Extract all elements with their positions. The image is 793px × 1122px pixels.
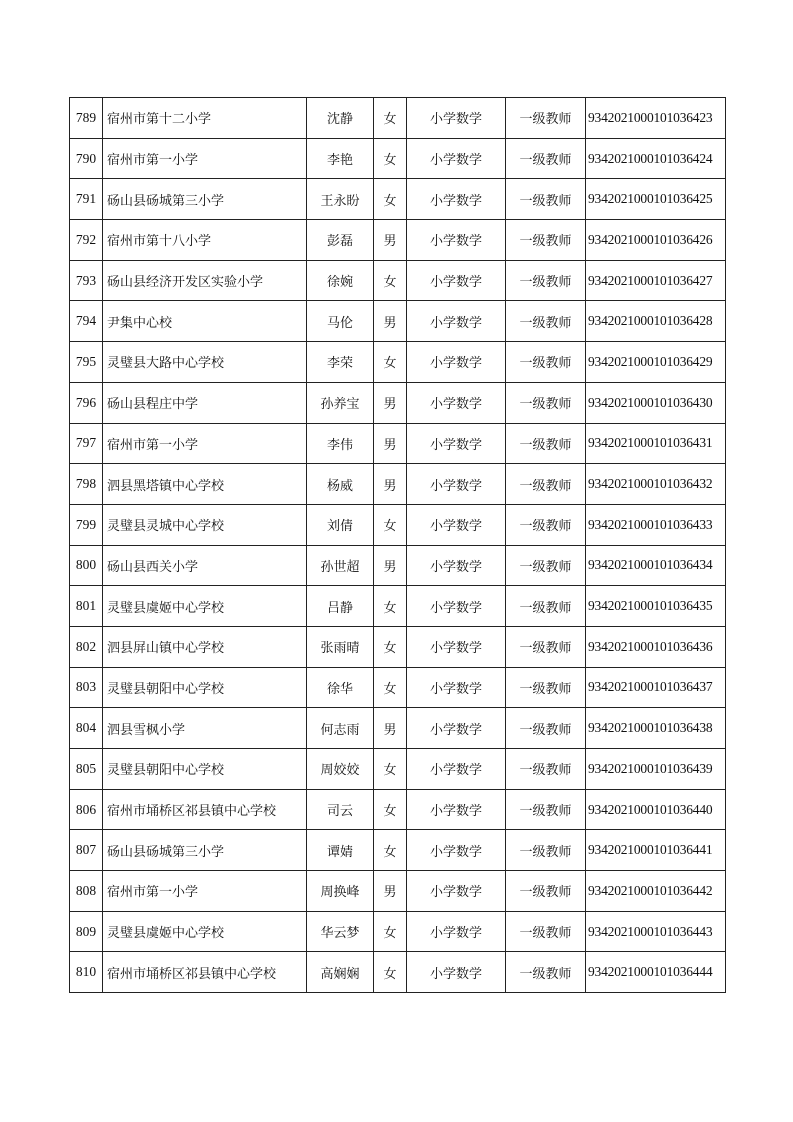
- certificate-id-cell: 9342021000101036425: [586, 179, 726, 220]
- gender-cell: 男: [374, 423, 407, 464]
- subject-cell: 小学数学: [407, 98, 506, 139]
- subject-cell: 小学数学: [407, 789, 506, 830]
- school-name-cell: 尹集中心校: [103, 301, 307, 342]
- school-name-cell: 泗县雪枫小学: [103, 708, 307, 749]
- gender-cell: 女: [374, 830, 407, 871]
- subject-cell: 小学数学: [407, 911, 506, 952]
- teacher-title-cell: 一级教师: [506, 830, 586, 871]
- teacher-title-cell: 一级教师: [506, 911, 586, 952]
- teacher-title-cell: 一级教师: [506, 667, 586, 708]
- gender-cell: 女: [374, 952, 407, 993]
- table-row: [70, 911, 726, 952]
- teacher-title-cell: 一级教师: [506, 260, 586, 301]
- school-name-cell: 灵璧县朝阳中心学校: [103, 749, 307, 790]
- table-row: [70, 871, 726, 912]
- teacher-name-cell: 王永盼: [307, 179, 374, 220]
- gender-cell: 男: [374, 545, 407, 586]
- teacher-name-cell: 杨威: [307, 464, 374, 505]
- certificate-id-cell: 9342021000101036433: [586, 504, 726, 545]
- teacher-name-cell: 马伦: [307, 301, 374, 342]
- table-row: [70, 667, 726, 708]
- school-name-cell: 灵璧县大路中心学校: [103, 342, 307, 383]
- row-number-cell: 808: [70, 871, 103, 912]
- certificate-id-cell: 9342021000101036429: [586, 342, 726, 383]
- row-number-cell: 809: [70, 911, 103, 952]
- school-name-cell: 灵璧县虞姬中心学校: [103, 586, 307, 627]
- row-number-cell: 798: [70, 464, 103, 505]
- table-row: [70, 586, 726, 627]
- gender-cell: 女: [374, 789, 407, 830]
- subject-cell: 小学数学: [407, 830, 506, 871]
- table-row: [70, 830, 726, 871]
- teacher-name-cell: 孙世超: [307, 545, 374, 586]
- row-number-cell: 790: [70, 138, 103, 179]
- school-name-cell: 宿州市第一小学: [103, 871, 307, 912]
- school-name-cell: 砀山县经济开发区实验小学: [103, 260, 307, 301]
- subject-cell: 小学数学: [407, 138, 506, 179]
- row-number-cell: 797: [70, 423, 103, 464]
- gender-cell: 女: [374, 179, 407, 220]
- teacher-name-cell: 孙养宝: [307, 382, 374, 423]
- teacher-name-cell: 李艳: [307, 138, 374, 179]
- table-row: [70, 98, 726, 139]
- school-name-cell: 宿州市埇桥区祁县镇中心学校: [103, 789, 307, 830]
- gender-cell: 女: [374, 667, 407, 708]
- gender-cell: 男: [374, 871, 407, 912]
- certificate-id-cell: 9342021000101036442: [586, 871, 726, 912]
- school-name-cell: 宿州市第一小学: [103, 138, 307, 179]
- table-body: [70, 98, 726, 993]
- school-name-cell: 砀山县砀城第三小学: [103, 830, 307, 871]
- gender-cell: 女: [374, 749, 407, 790]
- teacher-name-cell: 何志雨: [307, 708, 374, 749]
- table-row: [70, 464, 726, 505]
- table-row: [70, 626, 726, 667]
- certificate-id-cell: 9342021000101036435: [586, 586, 726, 627]
- table-row: [70, 301, 726, 342]
- teacher-title-cell: 一级教师: [506, 301, 586, 342]
- subject-cell: 小学数学: [407, 342, 506, 383]
- subject-cell: 小学数学: [407, 423, 506, 464]
- row-number-cell: 795: [70, 342, 103, 383]
- teacher-name-cell: 李伟: [307, 423, 374, 464]
- teacher-title-cell: 一级教师: [506, 504, 586, 545]
- gender-cell: 男: [374, 464, 407, 505]
- certificate-id-cell: 9342021000101036424: [586, 138, 726, 179]
- subject-cell: 小学数学: [407, 220, 506, 261]
- certificate-id-cell: 9342021000101036437: [586, 667, 726, 708]
- subject-cell: 小学数学: [407, 464, 506, 505]
- subject-cell: 小学数学: [407, 301, 506, 342]
- teacher-name-cell: 司云: [307, 789, 374, 830]
- row-number-cell: 804: [70, 708, 103, 749]
- teacher-name-cell: 李荣: [307, 342, 374, 383]
- teacher-list-table: [69, 97, 726, 993]
- school-name-cell: 灵璧县朝阳中心学校: [103, 667, 307, 708]
- row-number-cell: 799: [70, 504, 103, 545]
- teacher-name-cell: 张雨晴: [307, 626, 374, 667]
- teacher-title-cell: 一级教师: [506, 789, 586, 830]
- row-number-cell: 793: [70, 260, 103, 301]
- school-name-cell: 宿州市第一小学: [103, 423, 307, 464]
- gender-cell: 女: [374, 586, 407, 627]
- subject-cell: 小学数学: [407, 179, 506, 220]
- certificate-id-cell: 9342021000101036432: [586, 464, 726, 505]
- school-name-cell: 宿州市埇桥区祁县镇中心学校: [103, 952, 307, 993]
- table-row: [70, 138, 726, 179]
- teacher-name-cell: 周换峰: [307, 871, 374, 912]
- teacher-title-cell: 一级教师: [506, 382, 586, 423]
- teacher-title-cell: 一级教师: [506, 626, 586, 667]
- table-row: [70, 504, 726, 545]
- certificate-id-cell: 9342021000101036430: [586, 382, 726, 423]
- subject-cell: 小学数学: [407, 586, 506, 627]
- gender-cell: 男: [374, 220, 407, 261]
- subject-cell: 小学数学: [407, 667, 506, 708]
- certificate-id-cell: 9342021000101036428: [586, 301, 726, 342]
- certificate-id-cell: 9342021000101036440: [586, 789, 726, 830]
- subject-cell: 小学数学: [407, 382, 506, 423]
- table-row: [70, 260, 726, 301]
- teacher-title-cell: 一级教师: [506, 952, 586, 993]
- school-name-cell: 砀山县程庄中学: [103, 382, 307, 423]
- teacher-title-cell: 一级教师: [506, 220, 586, 261]
- table-row: [70, 220, 726, 261]
- teacher-name-cell: 徐华: [307, 667, 374, 708]
- teacher-title-cell: 一级教师: [506, 749, 586, 790]
- gender-cell: 女: [374, 626, 407, 667]
- teacher-title-cell: 一级教师: [506, 464, 586, 505]
- row-number-cell: 807: [70, 830, 103, 871]
- row-number-cell: 806: [70, 789, 103, 830]
- certificate-id-cell: 9342021000101036443: [586, 911, 726, 952]
- school-name-cell: 灵璧县虞姬中心学校: [103, 911, 307, 952]
- subject-cell: 小学数学: [407, 260, 506, 301]
- table-row: [70, 342, 726, 383]
- school-name-cell: 泗县屏山镇中心学校: [103, 626, 307, 667]
- school-name-cell: 泗县黑塔镇中心学校: [103, 464, 307, 505]
- gender-cell: 女: [374, 260, 407, 301]
- teacher-name-cell: 沈静: [307, 98, 374, 139]
- table-row: [70, 423, 726, 464]
- row-number-cell: 789: [70, 98, 103, 139]
- subject-cell: 小学数学: [407, 504, 506, 545]
- table-row: [70, 789, 726, 830]
- table-row: [70, 382, 726, 423]
- teacher-title-cell: 一级教师: [506, 586, 586, 627]
- certificate-id-cell: 9342021000101036423: [586, 98, 726, 139]
- gender-cell: 女: [374, 504, 407, 545]
- subject-cell: 小学数学: [407, 708, 506, 749]
- row-number-cell: 802: [70, 626, 103, 667]
- row-number-cell: 803: [70, 667, 103, 708]
- teacher-title-cell: 一级教师: [506, 871, 586, 912]
- teacher-name-cell: 彭磊: [307, 220, 374, 261]
- teacher-title-cell: 一级教师: [506, 342, 586, 383]
- row-number-cell: 796: [70, 382, 103, 423]
- teacher-title-cell: 一级教师: [506, 545, 586, 586]
- teacher-title-cell: 一级教师: [506, 708, 586, 749]
- teacher-name-cell: 刘倩: [307, 504, 374, 545]
- teacher-title-cell: 一级教师: [506, 138, 586, 179]
- certificate-id-cell: 9342021000101036439: [586, 749, 726, 790]
- certificate-id-cell: 9342021000101036431: [586, 423, 726, 464]
- school-name-cell: 灵璧县灵城中心学校: [103, 504, 307, 545]
- row-number-cell: 791: [70, 179, 103, 220]
- gender-cell: 男: [374, 382, 407, 423]
- teacher-name-cell: 吕静: [307, 586, 374, 627]
- teacher-name-cell: 高娴娴: [307, 952, 374, 993]
- subject-cell: 小学数学: [407, 545, 506, 586]
- table-row: [70, 545, 726, 586]
- table-row: [70, 749, 726, 790]
- table-row: [70, 708, 726, 749]
- certificate-id-cell: 9342021000101036426: [586, 220, 726, 261]
- gender-cell: 女: [374, 98, 407, 139]
- certificate-id-cell: 9342021000101036434: [586, 545, 726, 586]
- gender-cell: 男: [374, 301, 407, 342]
- gender-cell: 女: [374, 138, 407, 179]
- gender-cell: 女: [374, 911, 407, 952]
- certificate-id-cell: 9342021000101036427: [586, 260, 726, 301]
- teacher-name-cell: 周姣姣: [307, 749, 374, 790]
- row-number-cell: 805: [70, 749, 103, 790]
- teacher-name-cell: 徐婉: [307, 260, 374, 301]
- teacher-title-cell: 一级教师: [506, 423, 586, 464]
- table-row: [70, 952, 726, 993]
- table-row: [70, 179, 726, 220]
- subject-cell: 小学数学: [407, 626, 506, 667]
- subject-cell: 小学数学: [407, 871, 506, 912]
- row-number-cell: 800: [70, 545, 103, 586]
- teacher-name-cell: 谭婧: [307, 830, 374, 871]
- gender-cell: 女: [374, 342, 407, 383]
- school-name-cell: 砀山县西关小学: [103, 545, 307, 586]
- teacher-title-cell: 一级教师: [506, 98, 586, 139]
- row-number-cell: 792: [70, 220, 103, 261]
- certificate-id-cell: 9342021000101036441: [586, 830, 726, 871]
- school-name-cell: 砀山县砀城第三小学: [103, 179, 307, 220]
- certificate-id-cell: 9342021000101036444: [586, 952, 726, 993]
- gender-cell: 男: [374, 708, 407, 749]
- school-name-cell: 宿州市第十二小学: [103, 98, 307, 139]
- subject-cell: 小学数学: [407, 952, 506, 993]
- row-number-cell: 794: [70, 301, 103, 342]
- subject-cell: 小学数学: [407, 749, 506, 790]
- school-name-cell: 宿州市第十八小学: [103, 220, 307, 261]
- row-number-cell: 810: [70, 952, 103, 993]
- certificate-id-cell: 9342021000101036438: [586, 708, 726, 749]
- teacher-name-cell: 华云梦: [307, 911, 374, 952]
- row-number-cell: 801: [70, 586, 103, 627]
- teacher-title-cell: 一级教师: [506, 179, 586, 220]
- certificate-id-cell: 9342021000101036436: [586, 626, 726, 667]
